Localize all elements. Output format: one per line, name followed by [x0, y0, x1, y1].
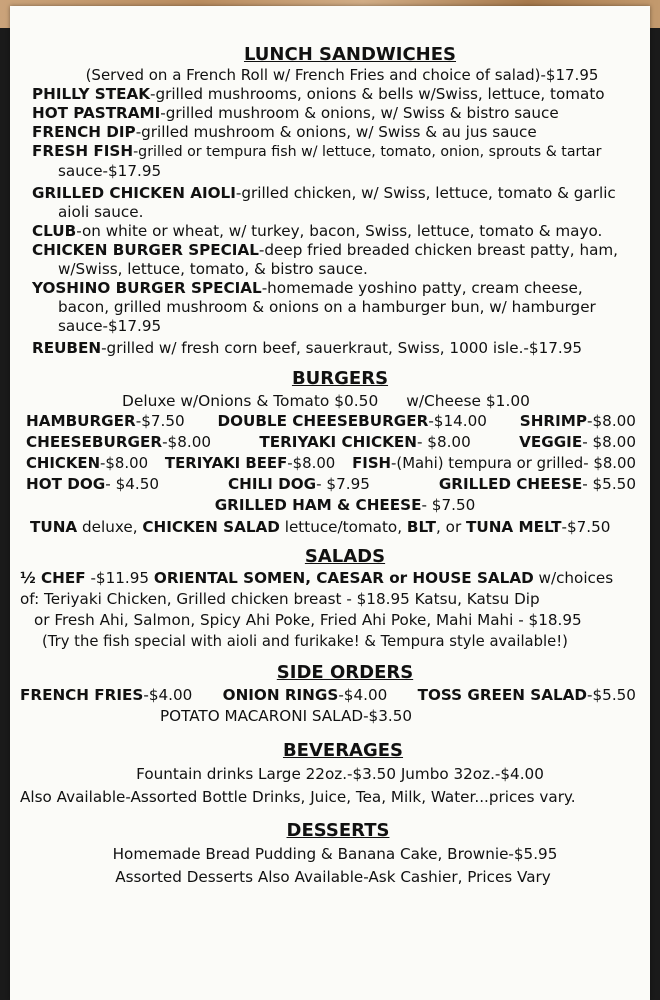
burger-veggie: VEGGIE- $8.00 [519, 433, 636, 451]
burgers-row-4 [26, 474, 636, 495]
lunch-item-fresh-fish-cont: sauce-$17.95 [58, 162, 162, 180]
burgers-tuna-line: TUNA deluxe, CHICKEN SALAD lettuce/tomato, BLT, or TUNA MELT-$7.50 [30, 518, 611, 536]
lunch-served-note: (Served on a French Roll w/ French Fries and choice of salad)-$17.95 [85, 66, 599, 84]
side-orders-title: SIDE ORDERS [276, 662, 414, 683]
burger-fish: FISH-(Mahi) tempura or grilled- $8.00 [352, 454, 636, 472]
burgers-deluxe-note: Deluxe w/Onions & Tomato $0.50 w/Cheese $1.00 [122, 392, 530, 410]
burger-shrimp: SHRIMP-$8.00 [519, 412, 636, 430]
salads-line-1: ½ CHEF -$11.95 ORIENTAL SOMEN, CAESAR or HOUSE SALAD w/choices [20, 569, 614, 587]
lunch-item-chicken-burger-special: CHICKEN BURGER SPECIAL-deep fried breaded chicken breast patty, ham, [32, 241, 619, 259]
lunch-item-reuben: REUBEN-grilled w/ fresh corn beef, sauerkraut, Swiss, 1000 isle.-$17.95 [32, 339, 583, 357]
burger-hamburger: HAMBURGER-$7.50 [26, 412, 185, 430]
burger-grilled-ham-cheese: GRILLED HAM & CHEESE- $7.50 [214, 496, 476, 514]
side-toss-green-salad: TOSS GREEN SALAD-$5.50 [417, 686, 636, 704]
lunch-item-fresh-fish: FRESH FISH-grilled or tempura fish w/ lettuce, tomato, onion, sprouts & tartar [32, 142, 602, 160]
side-french-fries: FRENCH FRIES-$4.00 [20, 686, 193, 704]
burger-teriyaki-beef: TERIYAKI BEEF-$8.00 [164, 454, 336, 472]
burgers-row-3 [26, 453, 636, 474]
burger-chili-dog: CHILI DOG- $7.95 [228, 475, 370, 493]
burgers-title: BURGERS [291, 368, 389, 389]
lunch-item-yoshino-burger-special: YOSHINO BURGER SPECIAL-homemade yoshino patty, cream cheese, [32, 279, 583, 297]
lunch-item-yoshino-burger-special-cont2: sauce-$17.95 [58, 317, 162, 335]
beverages-fountain: Fountain drinks Large 22oz.-$3.50 Jumbo 32oz.-$4.00 [136, 765, 544, 783]
menu-page [10, 6, 650, 1000]
burger-grilled-cheese: GRILLED CHEESE- $5.50 [438, 475, 636, 493]
burgers-row-2 [26, 432, 636, 453]
lunch-item-french-dip: FRENCH DIP-grilled mushroom & onions, w/ Swiss & au jus sauce [32, 123, 537, 141]
burgers-row-1 [26, 411, 636, 432]
lunch-item-grilled-chicken-aioli: GRILLED CHICKEN AIOLI-grilled chicken, w/ Swiss, lettuce, tomato & garlic [32, 184, 616, 202]
burger-hot-dog: HOT DOG- $4.50 [26, 475, 160, 493]
desserts-title: DESSERTS [286, 820, 390, 841]
salads-line-2: of: Teriyaki Chicken, Grilled chicken breast - $18.95 Katsu, Katsu Dip [20, 590, 540, 608]
burger-chicken: CHICKEN-$8.00 [26, 454, 149, 472]
lunch-item-hot-pastrami: HOT PASTRAMI-grilled mushroom & onions, w/ Swiss & bistro sauce [32, 104, 559, 122]
lunch-item-philly-steak: PHILLY STEAK-grilled mushrooms, onions & bells w/Swiss, lettuce, tomato [32, 85, 605, 103]
lunch-items [10, 85, 650, 358]
salads-line-3: or Fresh Ahi, Salmon, Spicy Ahi Poke, Fried Ahi Poke, Mahi Mahi - $18.95 [34, 611, 582, 629]
lunch-item-yoshino-burger-special-cont: bacon, grilled mushroom & onions on a hamburger bun, w/ hamburger [58, 298, 596, 316]
burger-double-cheeseburger: DOUBLE CHEESEBURGER-$14.00 [217, 412, 487, 430]
lunch-sandwiches-title: LUNCH SANDWICHES [243, 44, 457, 65]
lunch-item-chicken-burger-special-cont: w/Swiss, lettuce, tomato, & bistro sauce. [58, 260, 368, 278]
burger-cheeseburger: CHEESEBURGER-$8.00 [26, 433, 212, 451]
side-orders-row [10, 684, 650, 706]
salads-line-4: (Try the fish special with aioli and furikake! & Tempura style available!) [42, 633, 568, 650]
salads-title: SALADS [304, 546, 386, 567]
side-potato-macaroni-salad: POTATO MACARONI SALAD-$3.50 [160, 707, 413, 725]
desserts-line-2: Assorted Desserts Also Available-Ask Cashier, Prices Vary [115, 868, 551, 886]
desserts-line-1: Homemade Bread Pudding & Banana Cake, Brownie-$5.95 [112, 845, 558, 863]
side-onion-rings: ONION RINGS-$4.00 [222, 686, 388, 704]
beverages-title: BEVERAGES [282, 740, 404, 761]
lunch-item-grilled-chicken-aioli-cont: aioli sauce. [58, 203, 144, 221]
menu-content [10, 6, 650, 888]
burgers-grid [10, 411, 650, 495]
lunch-item-club: CLUB-on white or wheat, w/ turkey, bacon, Swiss, lettuce, tomato & mayo. [32, 222, 603, 240]
beverages-also: Also Available-Assorted Bottle Drinks, Juice, Tea, Milk, Water...prices vary. [20, 788, 576, 806]
burger-teriyaki-chicken: TERIYAKI CHICKEN- $8.00 [259, 433, 471, 451]
